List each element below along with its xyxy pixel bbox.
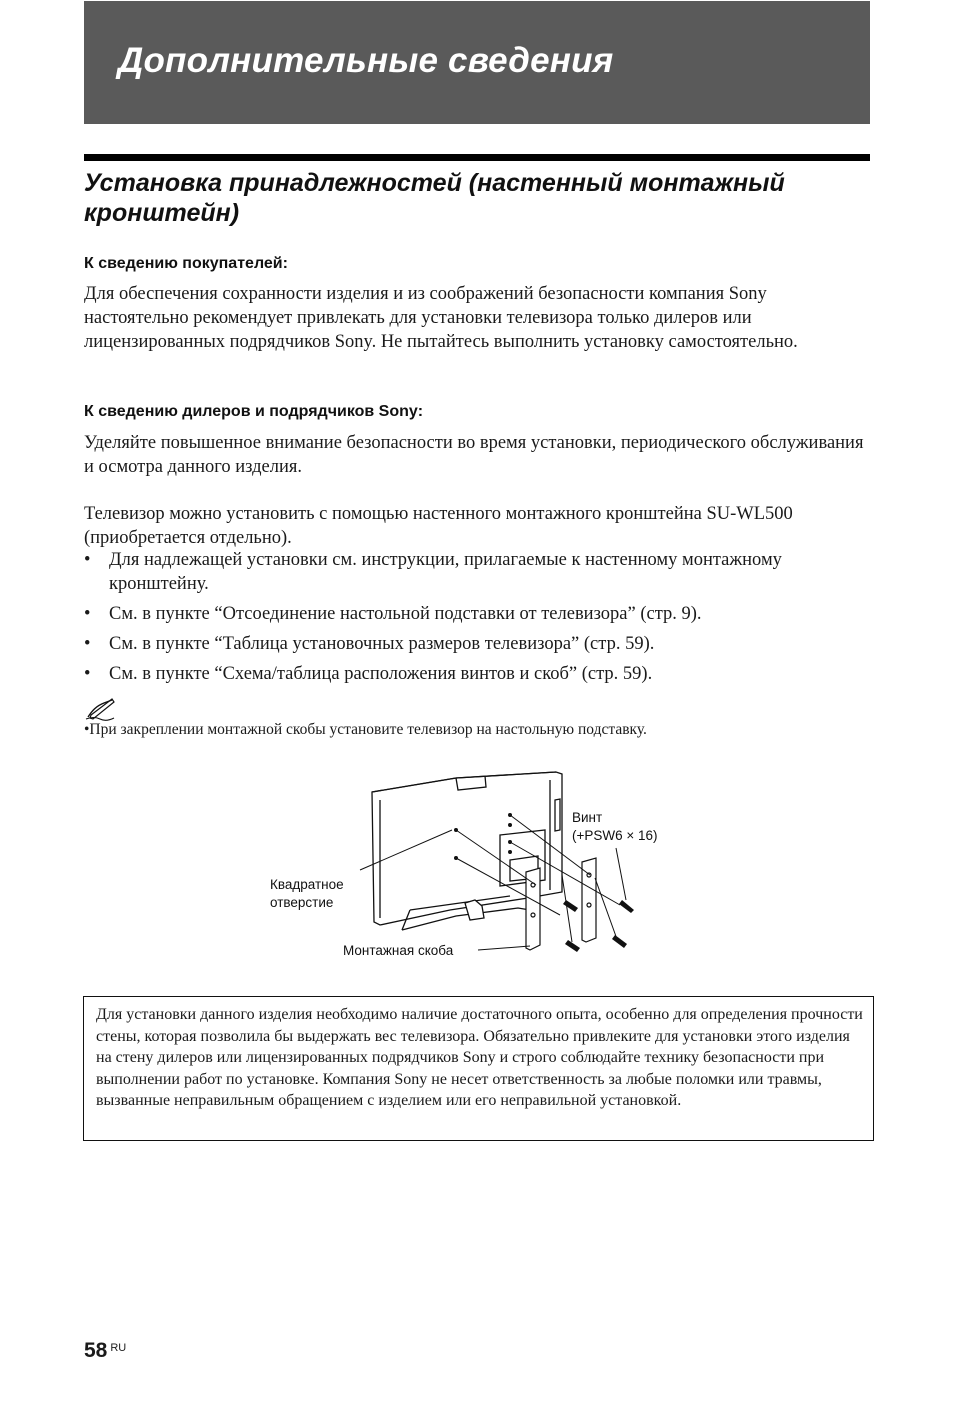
screw-label: Винт xyxy=(572,810,603,825)
list-item xyxy=(84,548,874,596)
section-title: Установка принадлежностей (настенный монтажный кронштейн) xyxy=(84,169,785,227)
chapter-title: Дополнительные сведения xyxy=(118,41,614,80)
note-text: •При закреплении монтажной скобы установите телевизор на настольную подставку. xyxy=(84,721,647,738)
page-footer xyxy=(84,1339,126,1363)
page-number: 58 xyxy=(84,1339,108,1362)
warning-box: Для установки данного изделия необходимо наличие достаточного опыта, особенно для определения прочности стены, которая позволила бы выдержать вес телевизора. Обязательно привлеките для установки этого изделия на стену дилеров или лицензированных подрядчиков Sony и строго соблюдайте технику безопасности при выполнении работ по установке. Компания Sony не несет ответственность за любые поломки или травмы, вызванные неправильным обращением с изделием или его неправильной установкой. xyxy=(83,996,874,1141)
list-item-text: Для надлежащей установки см. инструкции, прилагаемые к настенному монтажному кронштейну. xyxy=(109,550,782,594)
list-item-text: См. в пункте “Отсоединение настольной подставки от телевизора” (стр. 9). xyxy=(109,604,702,624)
wall-bracket-illustration xyxy=(260,760,690,970)
mount-paragraph: Телевизор можно установить с помощью настенного монтажного кронштейна SU-WL500 (приобретается отдельно). xyxy=(84,504,793,548)
dealers-heading: К сведению дилеров и подрядчиков Sony: xyxy=(84,403,424,420)
instruction-list xyxy=(84,548,874,692)
bracket-label: Монтажная скоба xyxy=(343,943,454,958)
list-item-text: См. в пункте “Схема/таблица расположения винтов и скоб” (стр. 59). xyxy=(109,664,653,684)
bullet-dot: • xyxy=(84,604,91,624)
screw-leader xyxy=(616,848,626,900)
page-language: RU xyxy=(110,1342,127,1354)
bracket-leader xyxy=(478,946,530,950)
square-hole-label: отверстие xyxy=(270,895,334,910)
list-item xyxy=(84,632,874,656)
list-item xyxy=(84,662,874,686)
bullet-dot: • xyxy=(84,664,91,684)
section-rule xyxy=(84,154,870,161)
bullet-dot: • xyxy=(84,634,91,654)
pencil-note-icon xyxy=(84,697,120,721)
square-hole-label: Квадратное xyxy=(270,877,344,892)
bullet-dot: • xyxy=(84,550,91,570)
dealers-paragraph: Уделяйте повышенное внимание безопасности во время установки, периодического обслуживания и осмотра данного изделия. xyxy=(84,433,864,477)
customers-heading: К сведению покупателей: xyxy=(84,255,288,272)
list-item xyxy=(84,602,874,626)
screw-label: (+PSW6 × 16) xyxy=(572,828,658,843)
chapter-banner xyxy=(84,1,870,124)
list-item-text: См. в пункте “Таблица установочных размеров телевизора” (стр. 59). xyxy=(109,634,655,654)
customers-paragraph: Для обеспечения сохранности изделия и из соображений безопасности компания Sony настоятельно рекомендует привлекать для установки телевизора только дилеров или лицензированных подрядчиков Sony. Не пытайтесь выполнить установку самостоятельно. xyxy=(84,284,798,352)
